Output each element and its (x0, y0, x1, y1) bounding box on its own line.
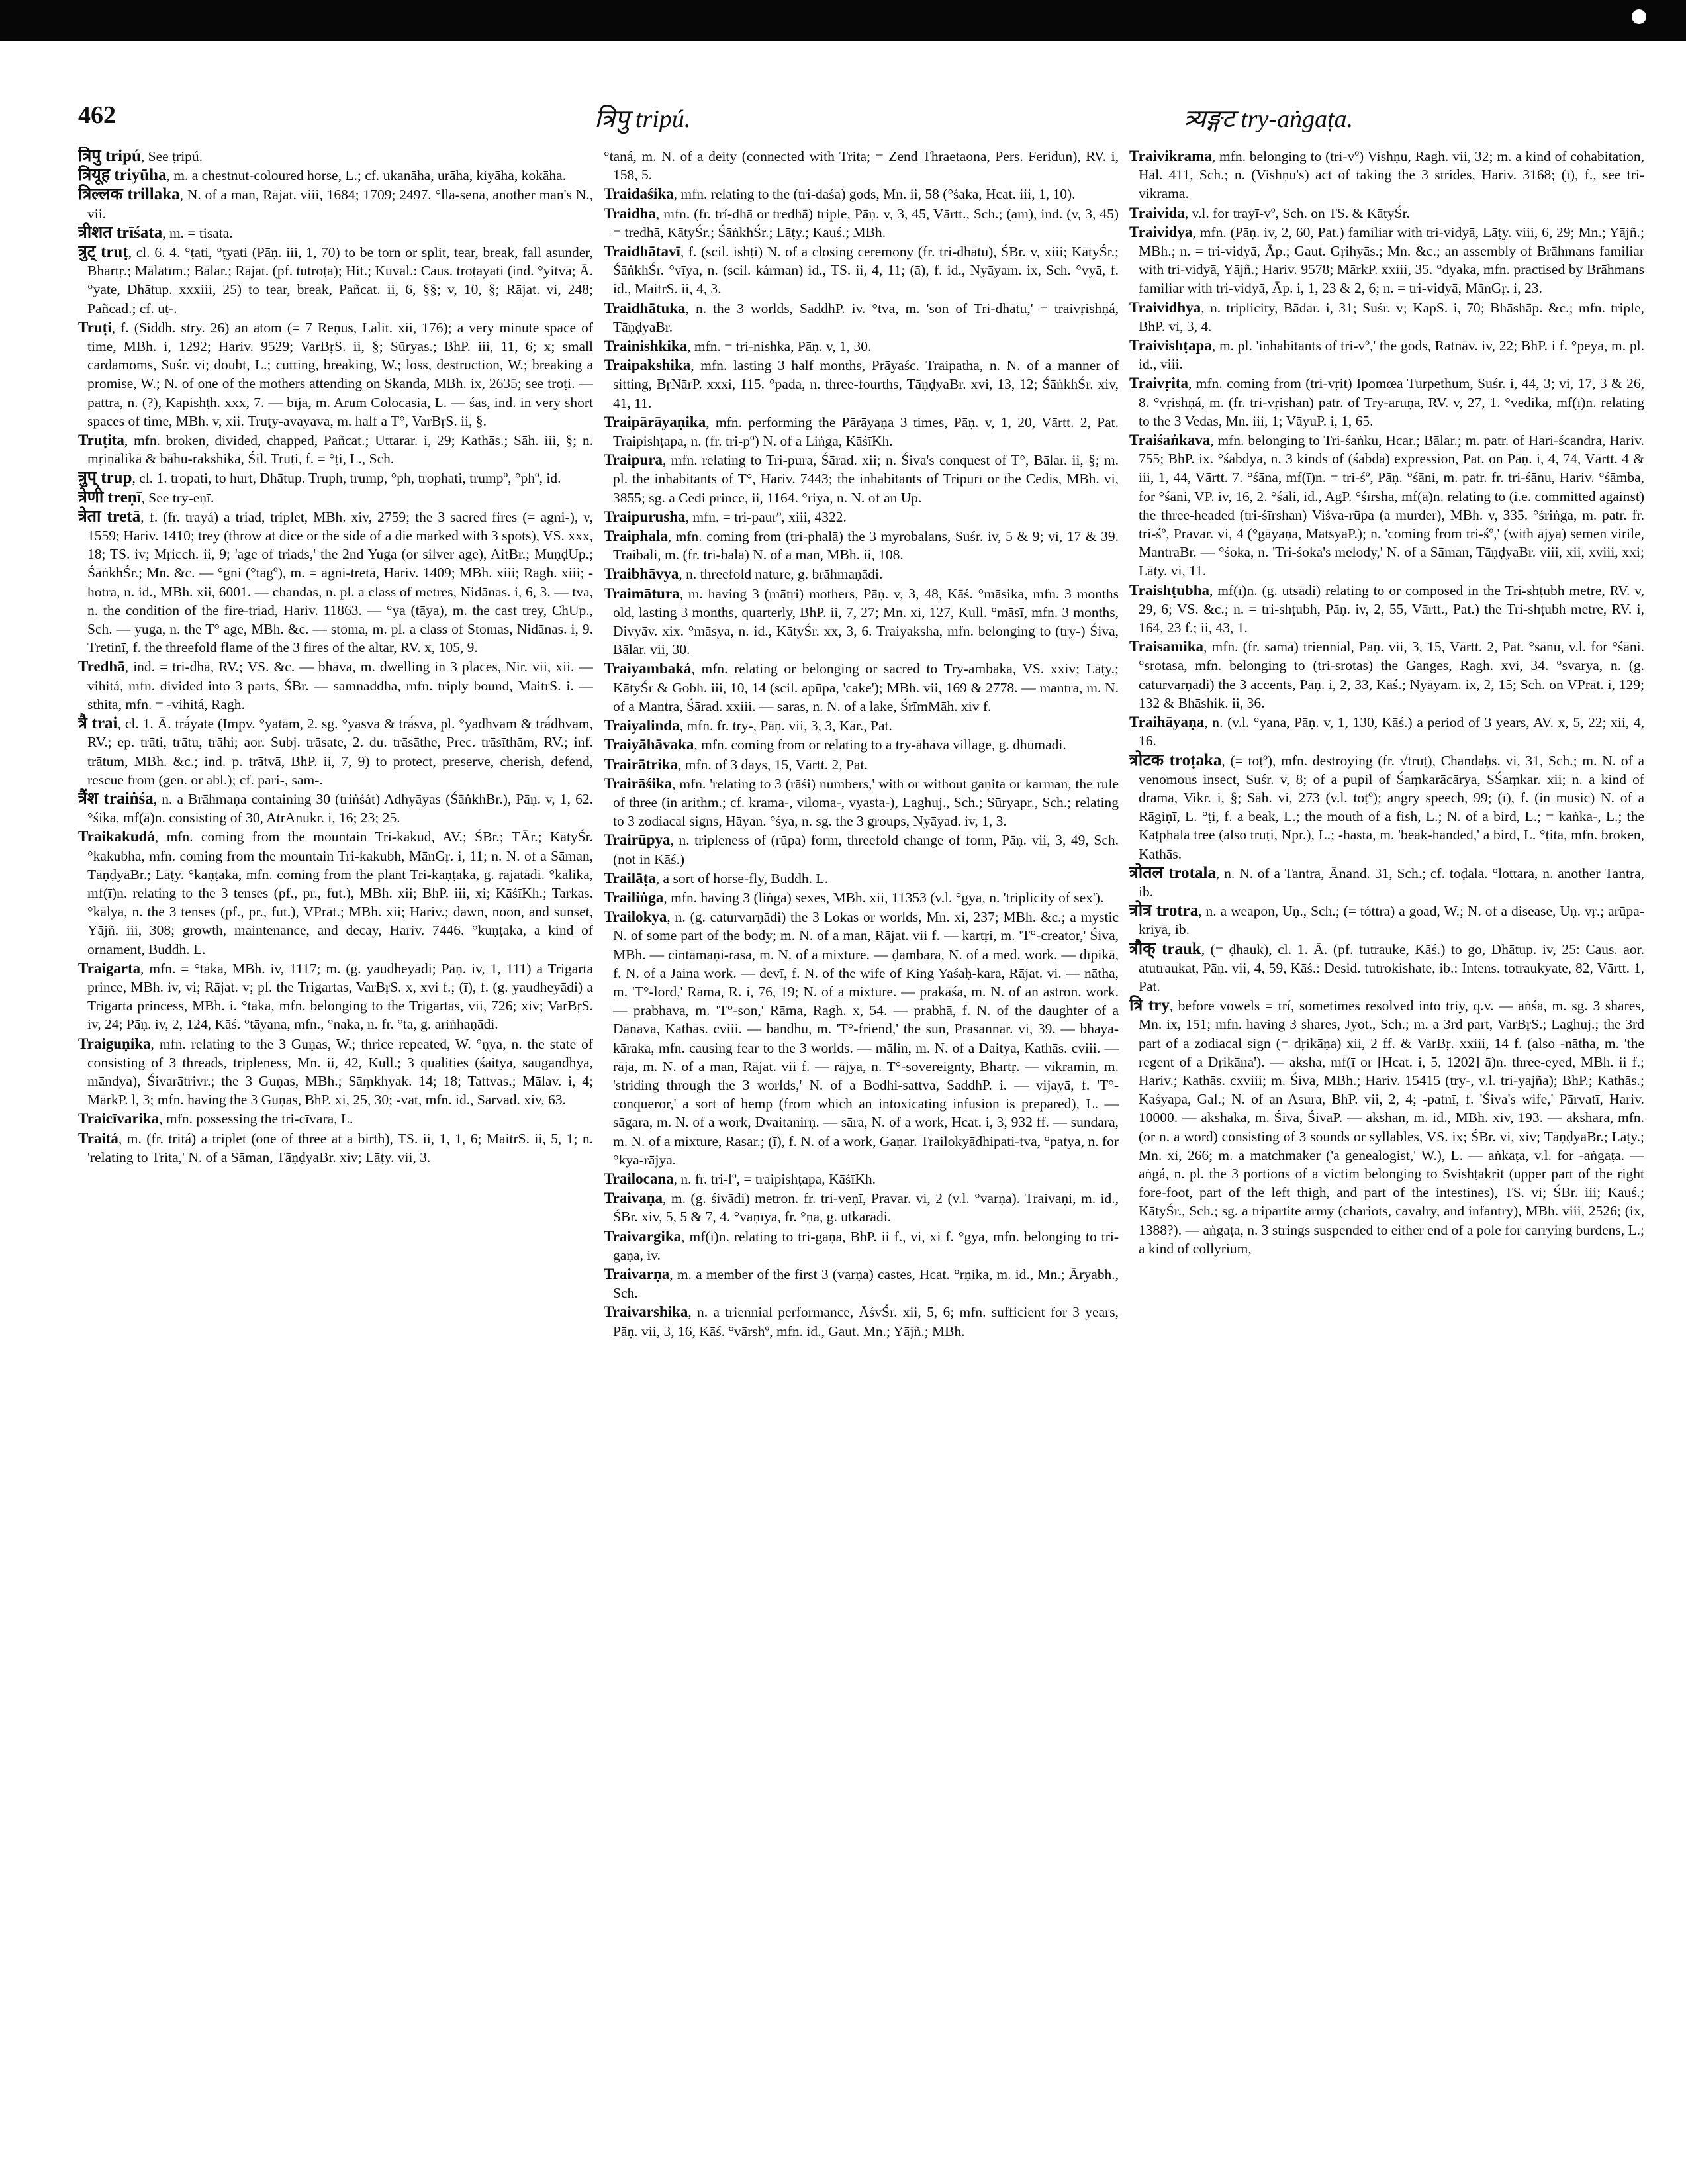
entry-text: mfn. = °taka, MBh. iv, 1117; m. (g. yaudheyādi; Pāṇ. iv, 1, 111) a Trigarta prince, MBh. iv, vi; Rājat. v; pl. the Trigartas, VarBṛS. x, xvi f.; (ī), f. (g. yaudheyādi) a Trigarta princess, MBh. i. °taka, mfn. belonging to the Trigartas, vii, 726; xiv; VarBṛS. iv, 24; Pāṇ. iv, 2, 124, Kāś. °tāyana, mfn., °naka, n. fr. °ta, g. ariṅhaṇādi. (87, 960, 593, 1033)
entry-text: mfn. coming from or relating to a try-āhāva village, g. dhūmādi. (701, 737, 1066, 753)
entry-lemma: त्रिपु tripú (78, 147, 141, 165)
entry-text: f. (fr. trayá) a triad, triplet, MBh. xiv, 2759; the 3 sacred fires (= agni-), v, 1559; Hariv. 1410; trey (throw at dice or the side of a die marked with 3 spots), VS. xxx, 18; TS. iv; Mṛicch. ii, 9; 'age of triads,' the 2nd Yuga (or silver age), AitBr.; MuṇḍUp.; ŚāṅkhŚr.; Mn. &c. — °gni (°tāgº), m. = agni-tretā, Hariv. 1409; MBh. xiii; Ragh. xiii; -hotra, n. id., MBh. xii, 6001. — chandas, n. pl. a class of metres, Nidānas. i, 6, 3. — tva, n. the condition of the fire-triad, Hariv. 11863. — °ya (tāya), m. the cast trey, ChUp., Sch. — yuga, n. the T° age, MBh. &c. — stoma, m. pl. a class of Stomas, Nidānas. i, 9. Tretinī, f. the threefold flame of the 3 fires of the altar, RV. x, 105, 9. (87, 508, 593, 656)
entry-lemma: Traiśaṅkava (1129, 432, 1211, 449)
dictionary-entry: Traiyambaká, mfn. relating or belonging or sacred to Try-ambaka, VS. xxiv; Lāṭy.; KātyŚr & Gobh. iii, 10, 14 (scil. apūpa, 'cake'); MBh. vii, 169 & 2778. — mantra, m. N. of a Mantra, Śārad. xxiii. — saras, n. N. of a lake, ŚrīmMāh. xiv f. (604, 660, 1119, 714)
dictionary-entry: त्रैंश traiṅśa, n. a Brāhmaṇa containing 30 (triṅśát) Adhyāyas (ŚāṅkhBr.), Pāṇ. v, 1, 62. °śika, mf(ā)n. consisting of 30, AtrAnukr. i, 16; 23; 25. (78, 789, 593, 826)
dictionary-entry: Traidaśika, mfn. relating to the (tri-daśa) gods, Mn. ii, 58 (°śaka, Hcat. iii, 1, 10). (604, 185, 1076, 203)
dictionary-entry: Traivṛita, mfn. coming from (tri-vṛit) Ipomœa Turpethum, Suśr. i, 44, 3; vi, 17, 3 & 26, 8. °vṛishṇá, m. (fr. tri-vṛishan) patr. of Try-aruṇa, RV. v, 27, 1. °vedika, mf(ī)n. relating to the 3 Vedas, Mn. iii, 1; VāyuP. i, 1, 65. (1129, 375, 1644, 429)
dictionary-entry: Traibhāvya, n. threefold nature, g. brāhmaṇādi. (604, 565, 883, 583)
dictionary-entry: Traitá, m. (fr. tritá) a triplet (one of three at a birth), TS. ii, 1, 1, 6; MaitrS. ii, 5, 1; n. 'relating to Trita,' N. of a Sāman, TāṇḍyaBr. xiv; Lāṭy. vii, 3. (78, 1129, 593, 1165)
entry-text: mfn. belonging to Tri-śaṅku, Hcar.; Bālar.; m. patr. of Hari-ścandra, Hariv. 755; BhP. ix. °śabdya, n. 3 kinds of (śabda) expression, Pat. on Pāṇ. i, 4, 74, Vārtt. 4 & iii, 1, 44, Vārtt. 7. °śāna, mf(ī)n. = tri-śº, Pāṇ. °śāni, m. patr. fr. tri-śānu, Hariv. °śāmba, for °śāni, VP. iv, 16, 2. °śāli, id., AgP. °śīrsha, mf(ā)n. relating to (i.e. committed against) the three-headed (tri-śīrshan) Viśva-rūpa (a murder), MBh. v, 335. °śriṅga, m. patr. fr. tri-śº, Pravar. vi, 4 (°gāyaṇa, MatsyaP.); n. 'coming from tri-śº,' (with ājya) semen virile, MantraBr. — °śoka, n. 'Tri-śoka's melody,' N. of a Sāman, TāṇḍyaBr. viii, xii, xviii, xxi; Lāṭy. vi, 11. (1139, 432, 1644, 579)
entry-text: mfn. (fr. trí-dhā or tredhā) triple, Pāṇ. v, 3, 45, Vārtt., Sch.; (am), ind. (v, 3, 45) = tredhā, KātyŚr.; ŚāṅkhŚr.; Lāṭy.; Kauś.; MBh. (613, 205, 1119, 240)
entry-lemma: Traidhātavī (604, 243, 680, 260)
entry-text: ind. = tri-dhā, RV.; VS. &c. — bhāva, m. dwelling in 3 places, Nir. vii, xii. — vihitá, mfn. divided into 3 parts, ŚBr. — samnaddha, mfn. triply bound, MaitrS. i. — sthita, mfn. = -vihitá, Ragh. (87, 659, 593, 712)
entry-text: mfn. having 3 (liṅga) sexes, MBh. xii, 11353 (v.l. °gya, n. 'triplicity of sex'). (671, 889, 1104, 906)
entry-lemma: Tredhā (78, 658, 125, 675)
entry-text: n. the 3 worlds, SaddhP. iv. °tva, m. 'son of Tri-dhātu,' = traivṛishṇá, TāṇḍyaBr. (613, 300, 1119, 335)
entry-text: n. a weapon, Uṇ., Sch.; (= tóttra) a goad, W.; N. of a disease, Uṇ. vṛ.; arūpa-kriyā, ib. (1139, 903, 1644, 938)
entry-lemma: त्रैंश traiṅśa (78, 789, 154, 808)
dictionary-entry: Traishṭubha, mf(ī)n. (g. utsādi) relating to or composed in the Tri-shṭubh metre, RV. v, 29, 6; VS. &c.; n. = tri-shṭubh, Pāṇ. iv, 2, 55, Vārtt., Pat.) the Tri-shṭubh metre, RV. i, 164, 23 f.; ii, 43, 1. (1129, 581, 1644, 636)
entry-lemma: Traimātura (604, 585, 680, 602)
dictionary-entry: Traipakshika, mfn. lasting 3 half months, Prāyaśc. Traipatha, n. N. of a manner of sitting, BṛNārP. xxxi, 115. °pada, n. three-fourths, TāṇḍyaBr. xvi, 13, 12; ŚāṅkhŚr. xiv, 41, 11. (604, 357, 1119, 411)
entry-text: n. threefold nature, g. brāhmaṇādi. (686, 566, 883, 583)
entry-lemma: त्रौक् trauk (1129, 939, 1201, 958)
entry-text: mfn. lasting 3 half months, Prāyaśc. Traipatha, n. N. of a manner of sitting, BṛNārP. xxxi, 115. °pada, n. three-fourths, TāṇḍyaBr. xvi, 13, 12; ŚāṅkhŚr. xiv, 41, 11. (613, 357, 1119, 411)
dictionary-entry: Traiphala, mfn. coming from (tri-phalā) the 3 myrobalans, Suśr. iv, 5 & 9; vi, 17 & 39. Traibali, m. (fr. tri-bala) N. of a man, MBh. ii, 108. (604, 528, 1119, 563)
entry-text: mfn. coming from the mountain Tri-kakud, AV.; ŚBr.; TĀr.; KātyŚr. °kakubha, mfn. coming from the mountain Tri-kakubh, MānGṛ. i, 11; n. N. of a Sāman, TāṇḍyaBr.; Lāṭy. °kaṇṭaka, mfn. coming from the plant Tri-kaṇṭaka, g. rajatādi. °kālika, mf(ī)n. relating to the 3 tenses (pf., pr., fut.), MBh. xii; BhP. iii, xi; KāśīKh.; Tarkas. °kālya, n. the 3 tenses (pf., pr., fut.), VPrāt.; MBh. xii; Hariv.; dawn, noon, and sunset, Yājñ. iii, 308; growth, maintenance, and decay, Hariv. 7446. °kuṇṭaka, a kind of ornament, Buddh. L. (87, 829, 593, 957)
entry-lemma: Traipārāyaṇika (604, 413, 706, 430)
dictionary-entry: Traicīvarika, mfn. possessing the tri-cīvara, L. (78, 1110, 353, 1127)
entry-lemma: Traipurusha (604, 508, 686, 525)
dictionary-entry: त्रियूह triyūha, m. a chestnut-coloured horse, L.; cf. ukanāha, urāha, kiyāha, kokāha. (78, 166, 567, 185)
entry-text: mf(ī)n. (g. utsādi) relating to or composed in the Tri-shṭubh metre, RV. v, 29, 6; VS. &c.; n. = tri-shṭubh, Pāṇ. iv, 2, 55, Vārtt., Pat.) the Tri-shṭubh metre, RV. i, 164, 23 f.; ii, 43, 1. (1139, 582, 1644, 636)
entry-text: f. (Siddh. stry. 26) an atom (= 7 Reṇus, Lalit. xii, 176); a very minute space of time, MBh. i, 1292; Hariv. 9529; VarBṛS. ii, §; Sūryas.; BhP. iii, 11, 6; x; small cardamoms, Suśr. vi; doubt, L.; cutting, breaking, W.; loss, destruction, W.; breaking a promise, W.; N. of one of the mothers attending on Skanda, MBh. ix, 2635; see troṭi. — pattra, n. (?), Kapishṭh. xxx, 7. — bīja, m. Arum Colocasia, L. — śas, ind. in very short spaces of time, MBh. v, xii. Truṭy-avayava, m. half a T°, VarBṛS. ii, §. (87, 319, 593, 429)
entry-text: mfn. coming from (tri-phalā) the 3 myrobalans, Suśr. iv, 5 & 9; vi, 17 & 39. Traibali, m. (fr. tri-bala) N. of a man, MBh. ii, 108. (613, 528, 1119, 563)
entry-text: (= toṭº), mfn. destroying (fr. √truṭ), Chandaḥs. vi, 31, Sch.; m. N. of a venomous insect, Suśr. v, 8; of a pupil of Śaṃkarācārya, SŚaṃkar. xii; n. a kind of drama, Vikr. i, §; Sāh. vi, 273 (v.l. toṭº); angry speech, 99; (ī), f. (in music) N. of a Rāgiṇī, L. °ṭi, f. a beak, L.; the mouth of a fish, L.; N. of a bird, L.; = kaṅka-, L.; the Kaṭphala tree (also truṭi, Npr.), L.; -hasta, m. 'beak-handed,' a bird, L. °ṭita, mfn. broken, Kathās. (1139, 752, 1644, 862)
entry-text: n. triplicity, Bādar. i, 31; Suśr. v; KapS. i, 70; Bhāshāp. &c.; mfn. triple, BhP. vi, 3, 4. (1139, 299, 1644, 334)
dictionary-entry: त्रोतल trotala, n. N. of a Tantra, Ānand. 31, Sch.; cf. toḍala. °lottara, n. another Tantra, ib. (1129, 863, 1644, 900)
dictionary-entry: त्रुट् truṭ, cl. 6. 4. °ṭati, °ṭyati (Pāṇ. iii, 1, 70) to be torn or split, tear, break, fall asunder, Bhartṛ.; Mālatīm.; Bālar.; Rājat. (pf. tutroṭa); Hit.; Kuval.: Caus. troṭayati (ind. °yitvā; Ā. °yate, Dhātup. xxxiii, 25) to tear, break, Pañcat. ii, 6, §§; v, 10, §; Rājat. vi, 248; Pañcad.; cf. uṭ-. (78, 243, 593, 316)
entry-lemma: त्रोत्र trotra (1129, 902, 1199, 920)
column-3 (1129, 147, 1644, 2153)
dictionary-entry: Traipārāyaṇika, mfn. performing the Pārāyaṇa 3 times, Pāṇ. v, 1, 20, Vārtt. 2, Pat. Traipishṭapa, n. (fr. tri-pº) N. of a Liṅga, KāśīKh. (604, 413, 1119, 450)
dictionary-entry: Traivida, v.l. for trayī-vº, Sch. on TS. & KātyŚr. (1129, 204, 1410, 221)
dictionary-entry: त्रै trai, cl. 1. Ā. trā́yate (Impv. °yatām, 2. sg. °yasva & trā́sva, pl. °yadhvam & trā́dhvam, RV.; ep. trāti, trātu, trāhi; aor. Subj. trāsate, 2. du. trāsāthe, Prec. trāsīthām, RV.; inf. trātum, MBh. &c.; ind. p. trātvā, BhP. ii, 7, 9) to protect, preserve, cherish, defend, rescue from (gen. or abl.); cf. pari-, sam-. (78, 714, 593, 788)
entry-lemma: Traiyambaká (604, 660, 692, 677)
entry-lemma: Traikakudá (78, 828, 155, 845)
entry-lemma: Trailāṭa (604, 869, 656, 886)
entry-text: mf(ī)n. relating to tri-gaṇa, BhP. ii f., vi, xi f. °gya, mfn. belonging to tri-gaṇa, iv. (613, 1228, 1119, 1263)
entry-text: mfn. fr. try-, Pāṇ. vii, 3, 3, Kār., Pat. (686, 718, 892, 734)
dictionary-entry: त्रेता tretā, f. (fr. trayá) a triad, triplet, MBh. xiv, 2759; the 3 sacred fires (= agni-), v, 1559; Hariv. 1410; trey (throw at dice or the side of a die marked with 3 spots), VS. xxx, 18; TS. iv; Mṛicch. ii, 9; 'age of triads,' the 2nd Yuga (or silver age), AitBr.; MuṇḍUp.; ŚāṅkhŚr.; Mn. &c. — °gni (°tāgº), m. = agni-tretā, Hariv. 1409; MBh. xiii; Ragh. xiii; -hotra, n. id., MBh. xii, 6001. — chandas, n. pl. a class of metres, Nidānas. i, 6, 3. — tva, n. the condition of the fire-triad, Hariv. 11863. — °ya (tāya), m. the cast trey, ChUp., Sch. — yuga, n. the T° age, MBh. &c. — stoma, m. pl. a class of Stomas, Nidānas. i, 9. Tretinī, f. the threefold flame of the 3 fires of the altar, RV. x, 105, 9. (78, 507, 593, 656)
entry-lemma: Traicīvarika (78, 1110, 160, 1127)
entry-lemma: Truṭi (78, 318, 112, 336)
dictionary-entry: Truṭita, mfn. broken, divided, chapped, Pañcat.; Uttarar. i, 29; Kathās.; Sāh. iii, §; n. mṛiṇālikā & bāhu-rakshikā, Śil. Truṭi, f. = °ṭi, L., Sch. (78, 432, 593, 467)
dictionary-entry: Traimātura, m. having 3 (mātṛi) mothers, Pāṇ. v, 3, 48, Kāś. °māsika, mfn. 3 months old, lasting 3 months, quarterly, BhP. ii, 7, 27; Mn. xi, 127, Kull. °māsī, mfn. 3 months, Divyāv. xix. °māsya, n. id., KātyŚr. xx, 3, 6. Traiyaksha, mfn. belonging to (try-) Śiva, Bālar. vii, 30. (604, 585, 1119, 658)
dictionary-entry: त्रि try, before vowels = trí, sometimes resolved into triy, q.v. — aṅśa, m. sg. 3 shares, Mn. ix, 151; mfn. having 3 shares, Jyot., Sch.; m. a 3rd part, VarBṛS.; Laghuj.; the 3rd part of a zodiacal sign (= dṛikāṇa) xii, 2 ff. & VarBṛ. xxiii, 14 f. (also -nātha, m. 'the regent of a Dṛikāṇa'). — aksha, mf(ī or [Hcat. i, 5, 1202] ā)n. three-eyed, MBh. ii f.; Hariv.; Kathās. cxviii; m. Śiva, MBh.; Hariv. 15415 (try-, v.l. tri-yajña); BhP.; Kathās.; Kaśyapa, Gal.; N. of an Asura, BhP. vii, 2, 4; -patnī, f. 'Śiva's wife,' Pārvatī, Hariv. 10000. — akshaka, m. Śiva, ŚivaP. — akshan, m. id., MBh. xiv, 193. — akshara, mfn. (or n. a word) consisting of 3 sounds or syllables, VS. ix; ŚBr. vi, xiv; TāṇḍyaBr.; Lāṭy.; Mn. xi, 266; m. a matchmaker ('a genealogist,' W.), L. — aṅkaṭa, v.l. for -aṅgaṭa. — aṅgá, n. pl. the 3 portions of a victim belonging to Svishṭakṛit (upper part of the right fore-foot, part of the left thigh, and part of the intestines), TS. vi; ŚBr. iii; Kauś.; KātyŚr., Sch.; sg. a tripartite army (chariots, cavalry, and infantry), MBh. viii, 2526; (ix, 1388?). — aṅgaṭa, n. 3 strings suspended to either end of a pole for carrying burdens, L.; a kind of collyrium, (1129, 996, 1644, 1257)
entry-lemma: Traisamika (1129, 638, 1204, 655)
entry-text: m. having 3 (mātṛi) mothers, Pāṇ. v, 3, 48, Kāś. °māsika, mfn. 3 months old, lasting 3 months, quarterly, BhP. ii, 7, 27; Mn. xi, 127, Kull. °māsī, mfn. 3 months, Divyāv. xix. °māsya, n. id., KātyŚr. xx, 3, 6. Traiyaksha, mfn. belonging to (try-) Śiva, Bālar. vii, 30. (613, 585, 1119, 658)
entry-lemma: त्रियूह triyūha (78, 166, 167, 185)
running-headword-right: त्र्यङ्गट try-aṅgaṭa. (1184, 105, 1354, 133)
entry-text: mfn. coming from (tri-vṛit) Ipomœa Turpethum, Suśr. i, 44, 3; vi, 17, 3 & 26, 8. °vṛishṇá, m. (fr. tri-vṛishan) patr. of Try-aruṇa, RV. v, 27, 1. °vedika, mf(ī)n. relating to the 3 Vedas, Mn. iii, 1; VāyuP. i, 1, 65. (1139, 375, 1644, 429)
dictionary-entry: Trailocana, n. fr. tri-lº, = traipishṭapa, KāśīKh. (604, 1170, 876, 1187)
entry-lemma: त्रि try (1129, 996, 1170, 1015)
dictionary-entry: त्रेणी treṇī, See try-eṇī. (78, 488, 214, 506)
entry-text: m. = tisata. (169, 224, 233, 241)
dictionary-entry: Traivikrama, mfn. belonging to (tri-vº) Vishṇu, Ragh. vii, 32; m. a kind of cohabitation, Hāl. 411, Sch.; n. (Vishṇu's) act of taking the 3 strides, Hariv. 3168; (ī), f., see tri-vikrama. (1129, 148, 1644, 202)
entry-lemma: Traitá (78, 1129, 118, 1147)
entry-text: f. (scil. ishṭi) N. of a closing ceremony (fr. tri-dhātu), ŚBr. v, xiii; KātyŚr.; ŚāṅkhŚr. °vīya, n. (scil. kárman) id., TS. ii, 4, 11; (ā), f. id., Nyāyam. ix, Sch. °vyā, f. id., MaitrS. ii, 4, 3. (613, 244, 1119, 297)
dictionary-entry: Traidhātuka, n. the 3 worlds, SaddhP. iv. °tva, m. 'son of Tri-dhātu,' = traivṛishṇá, TāṇḍyaBr. (604, 299, 1119, 335)
entry-text: n. tripleness of (rūpa) form, threefold change of form, Pāṇ. vii, 3, 49, Sch. (not in Kāś.) (613, 832, 1119, 867)
dictionary-entry: Traihāyaṇa, n. (v.l. °yana, Pāṇ. v, 1, 130, Kāś.) a period of 3 years, AV. x, 5, 22; xii, 4, 16. (1129, 714, 1644, 749)
entry-text: n. fr. tri-lº, = traipishṭapa, KāśīKh. (680, 1170, 876, 1187)
entry-lemma: Trairāśika (604, 775, 673, 792)
entry-lemma: Traishṭubha (1129, 581, 1210, 598)
entry-lemma: Traihāyaṇa (1129, 714, 1205, 731)
scan-top-band (0, 0, 1686, 41)
dictionary-entry: Tredhā, ind. = tri-dhā, RV.; VS. &c. — bhāva, m. dwelling in 3 places, Nir. vii, xii. — vihitá, mfn. divided into 3 parts, ŚBr. — samnaddha, mfn. triply bound, MaitrS. i. — sthita, mfn. = -vihitá, Ragh. (78, 658, 593, 712)
dictionary-entry: Traividhya, n. triplicity, Bādar. i, 31; Suśr. v; KapS. i, 70; Bhāshāp. &c.; mfn. triple, BhP. vi, 3, 4. (1129, 299, 1644, 334)
entry-lemma: Traiguṇika (78, 1035, 151, 1052)
entry-text: N. of a man, Rājat. viii, 1684; 1709; 2497. °lla-sena, another man's N., vii. (87, 187, 593, 222)
dictionary-entry: Traidhātavī, f. (scil. ishṭi) N. of a closing ceremony (fr. tri-dhātu), ŚBr. v, xiii; KātyŚr.; ŚāṅkhŚr. °vīya, n. (scil. kárman) id., TS. ii, 4, 11; (ā), f. id., Nyāyam. ix, Sch. °vyā, f. id., MaitrS. ii, 4, 3. (604, 243, 1119, 297)
entry-text: See try-eṇī. (148, 489, 214, 506)
entry-text: v.l. for trayī-vº, Sch. on TS. & KātyŚr. (1192, 205, 1410, 221)
entry-lemma: Traibhāvya (604, 565, 679, 583)
dictionary-entry: त्रिल्लक trillaka, N. of a man, Rājat. viii, 1684; 1709; 2497. °lla-sena, another man's N., vii. (78, 185, 593, 222)
entry-lemma: Traivida (1129, 204, 1185, 221)
dictionary-entry (604, 147, 1119, 184)
dictionary-entry: त्रिपु tripú, See ṭripú. (78, 147, 203, 165)
dictionary-entry: त्रीशत trīśata, m. = tisata. (78, 223, 233, 242)
entry-lemma: त्रुप् trup (78, 469, 132, 487)
entry-lemma: Traigarta (78, 959, 141, 976)
entry-lemma: Traividhya (1129, 299, 1201, 316)
dictionary-entry: Trairātrika, mfn. of 3 days, 15, Vārtt. 2, Pat. (604, 755, 868, 773)
entry-text: cl. 1. tropati, to hurt, Dhātup. Truph, trump, °ph, trophati, trumpº, °phº, id. (139, 470, 561, 487)
dictionary-entry: Traiguṇika, mfn. relating to the 3 Guṇas, W.; thrice repeated, W. °ṇya, n. the state of consisting of 3 threads, tripleness, Mn. ii, 42, Kull.; 3 qualities (śaitya, saugandhya, māndya), Śivarātrivr.; the 3 Guṇas, MBh.; Sāṃkhyak. 14; 18; Tattvas.; Mālav. i, 4; MārkP. l, 3; mfn. having the 3 Guṇas, BhP. xi, 25, 30; -vat, mfn. id., Sarvad. xiv, 63. (78, 1035, 593, 1108)
dictionary-entry: Traivargika, mf(ī)n. relating to tri-gaṇa, BhP. ii f., vi, xi f. °gya, mfn. belonging to tri-gaṇa, iv. (604, 1227, 1119, 1263)
dictionary-entry: Traikakudá, mfn. coming from the mountain Tri-kakud, AV.; ŚBr.; TĀr.; KātyŚr. °kakubha, mfn. coming from the mountain Tri-kakubh, MānGṛ. i, 11; n. N. of a Sāman, TāṇḍyaBr.; Lāṭy. °kaṇṭaka, mfn. coming from the plant Tri-kaṇṭaka, g. rajatādi. °kālika, mf(ī)n. relating to the 3 tenses (pf., pr., fut.), MBh. xii; BhP. iii, xi; KāśīKh.; Tarkas. °kālya, n. the 3 tenses (pf., pr., fut.), VPrāt.; MBh. xii; Hariv.; dawn, noon, and sunset, Yājñ. iii, 308; growth, maintenance, and decay, Hariv. 7446. °kuṇṭaka, a kind of ornament, Buddh. L. (78, 828, 593, 957)
dictionary-entry: Traivishṭapa, m. pl. 'inhabitants of tri-vº,' the gods, Ratnāv. iv, 22; BhP. i f. °peya, m. pl. id., viii. (1129, 337, 1644, 373)
entry-text: mfn. (fr. samā) triennial, Pāṇ. vii, 3, 15, Vārtt. 2, Pat. °sānu, v.l. for °śāni. °srotasa, mfn. belonging to (tri-srotas) the Ganges, Ragh. xvi, 34. °svarya, n. (g. caturvarṇādi) the 3 accents, Pāṇ. i, 2, 33, Kāś.; Nyāyam. ix, 2, 15; Sch. on VPrāt. i, 129; 132 & Bhāshik. ii, 36. (1139, 639, 1644, 711)
page-number: 462 (78, 101, 116, 129)
entry-text: °taná, m. N. of a deity (connected with Trita; = Zend Thraetaona, Pers. Feridun), RV. i, 158, 5. (604, 148, 1119, 183)
entry-lemma: त्रीशत trīśata (78, 223, 163, 242)
dictionary-entry: Trailāṭa, a sort of horse-fly, Buddh. L. (604, 869, 828, 886)
entry-lemma: Traidha (604, 205, 656, 222)
entry-lemma: Traiyāhāvaka (604, 736, 694, 753)
entry-lemma: Traivarshika (604, 1304, 688, 1321)
dictionary-entry: Trairūpya, n. tripleness of (rūpa) form, threefold change of form, Pāṇ. vii, 3, 49, Sch. (not in Kāś.) (604, 831, 1119, 867)
dictionary-entry: Trailiṅga, mfn. having 3 (liṅga) sexes, MBh. xii, 11353 (v.l. °gya, n. 'triplicity of sex'). (604, 888, 1104, 906)
entry-lemma: Traividya (1129, 223, 1193, 240)
entry-lemma: Traidaśika (604, 185, 674, 203)
entry-lemma: त्रै trai (78, 714, 118, 733)
column-1 (78, 147, 593, 2153)
entry-text: mfn. = tri-paurº, xiii, 4322. (692, 508, 847, 525)
entry-text: mfn. possessing the tri-cīvara, L. (165, 1111, 353, 1127)
entry-lemma: Traipakshika (604, 357, 691, 374)
entry-text: mfn. = tri-nishka, Pāṇ. v, 1, 30. (694, 338, 872, 355)
entry-text: (= ḍhauk), cl. 1. Ā. (pf. tutrauke, Kāś.) to go, Dhātup. iv, 25: Caus. aor. atutraukat, Pāṇ. vii, 4, 59, Kāś.: Desid. tutrokishate, ib.: Intens. totraukyate, 82, Vārtt. 1, Pat. (1139, 941, 1644, 994)
entry-lemma: त्रेणी treṇī (78, 488, 142, 506)
dictionary-entry: त्रोत्र trotra, n. a weapon, Uṇ., Sch.; (= tóttra) a goad, W.; N. of a disease, Uṇ. vṛ.; arūpa-kriyā, ib. (1129, 902, 1644, 938)
column-2 (604, 147, 1119, 2153)
dictionary-entry: Truṭi, f. (Siddh. stry. 26) an atom (= 7 Reṇus, Lalit. xii, 176); a very minute space of time, MBh. i, 1292; Hariv. 9529; VarBṛS. ii, §; Sūryas.; BhP. iii, 11, 6; x; small cardamoms, Suśr. vi; doubt, L.; cutting, breaking, W.; loss, destruction, W.; breaking a promise, W.; N. of one of the mothers attending on Skanda, MBh. ix, 2635; see troṭi. — pattra, n. (?), Kapishṭh. xxx, 7. — bīja, m. Arum Colocasia, L. — śas, ind. in very short spaces of time, MBh. v, xii. Truṭy-avayava, m. half a T°, VarBṛS. ii, §. (78, 318, 593, 429)
entry-lemma: Traivṛita (1129, 375, 1188, 392)
entry-text: mfn. of 3 days, 15, Vārtt. 2, Pat. (684, 756, 868, 773)
entry-text: before vowels = trí, sometimes resolved into triy, q.v. — aṅśa, m. sg. 3 shares, Mn. ix, 151; mfn. having 3 shares, Jyot., Sch.; m. a 3rd part, VarBṛS.; Laghuj.; the 3rd part of a zodiacal sign (= dṛikāṇa) xii, 2 ff. & VarBṛ. xxiii, 14 f. (also -nātha, m. 'the regent of a Dṛikāṇa'). — aksha, mf(ī or [Hcat. i, 5, 1202] ā)n. three-eyed, MBh. ii f.; Hariv.; Kathās. cxviii; m. Śiva, MBh.; Hariv. 15415 (try-, v.l. tri-yajña); BhP.; Kathās.; Kaśyapa, Gal.; N. of an Asura, BhP. vii, 2, 4; -patnī, f. 'Śiva's wife,' Pārvatī, Hariv. 10000. — akshaka, m. Śiva, ŚivaP. — akshan, m. id., MBh. xiv, 193. — akshara, mfn. (or n. a word) consisting of 3 sounds or syllables, VS. ix; ŚBr. vi, xiv; TāṇḍyaBr.; Lāṭy.; Mn. xi, 266; m. a matchmaker ('a genealogist,' W.), L. — aṅkaṭa, v.l. for -aṅgaṭa. — aṅgá, n. pl. the 3 portions of a victim belonging to Svishṭakṛit (upper part of the right fore-foot, part of the left thigh, and part of the intestines), TS. vi; ŚBr. iii; Kauś.; KātyŚr., Sch.; sg. a tripartite army (chariots, cavalry, and infantry), MBh. viii, 2526; (ix, 1388?). — aṅgaṭa, n. 3 strings suspended to either end of a pole for carrying burdens, L.; a kind of collyrium, (1139, 998, 1644, 1257)
entry-text: n. (v.l. °yana, Pāṇ. v, 1, 130, Kāś.) a period of 3 years, AV. x, 5, 22; xii, 4, 16. (1139, 714, 1644, 749)
entry-text: m. (fr. tritá) a triplet (one of three at a birth), TS. ii, 1, 1, 6; MaitrS. ii, 5, 1; n. 'relating to Trita,' N. of a Sāman, TāṇḍyaBr. xiv; Lāṭy. vii, 3. (87, 1130, 593, 1165)
dictionary-entry: त्रुप् trup, cl. 1. tropati, to hurt, Dhātup. Truph, trump, °ph, trophati, trumpº, °phº, id. (78, 469, 561, 487)
entry-lemma: Trairātrika (604, 755, 678, 773)
dictionary-entry: त्रौक् trauk, (= ḍhauk), cl. 1. Ā. (pf. tutrauke, Kāś.) to go, Dhātup. iv, 25: Caus. aor. atutraukat, Pāṇ. vii, 4, 59, Kāś.: Desid. tutrokishate, ib.: Intens. totraukyate, 82, Vārtt. 1, Pat. (1129, 939, 1644, 994)
scan-notch (1632, 9, 1646, 24)
entry-lemma: त्रोटक troṭaka (1129, 751, 1222, 769)
dictionary-entry: Traipurusha, mfn. = tri-paurº, xiii, 4322. (604, 508, 847, 525)
entry-lemma: त्रुट् truṭ (78, 243, 128, 261)
entry-text: mfn. relating to the (tri-daśa) gods, Mn. ii, 58 (°śaka, Hcat. iii, 1, 10). (680, 186, 1076, 203)
entry-lemma: Trairūpya (604, 831, 671, 849)
entry-text: mfn. broken, divided, chapped, Pañcat.; Uttarar. i, 29; Kathās.; Sāh. iii, §; n. mṛiṇālikā & bāhu-rakshikā, Śil. Truṭi, f. = °ṭi, L., Sch. (87, 432, 593, 467)
entry-lemma: त्रेता tretā (78, 507, 141, 526)
entry-text: m. (g. śivādi) metron. fr. tri-veṇī, Pravar. vi, 2 (v.l. °varṇa). Traivaṇi, m. id., ŚBr. xiv, 5, 5 & 7, 4. °vaṇīya, fr. °ṇa, g. utkarādi. (613, 1190, 1119, 1225)
dictionary-entry: Traivarshika, n. a triennial performance, ĀśvŚr. xii, 5, 6; mfn. sufficient for 3 years, Pāṇ. vii, 3, 16, Kāś. °vārshº, mfn. id., Gaut. Mn.; Yājñ.; MBh. (604, 1304, 1119, 1339)
entry-text: mfn. relating to Tri-pura, Śārad. xii; n. Śiva's conquest of T°, Bālar. ii, §; m. pl. the inhabitants of T°, Hariv. 7443; the inhabitants of Tripurī or the Cedis, MBh. vi, 3855; sg. a Cedi prince, ii, 1164. °riya, n. N. of an Up. (613, 452, 1119, 506)
dictionary-entry: Trainishkika, mfn. = tri-nishka, Pāṇ. v, 1, 30. (604, 338, 872, 355)
entry-lemma: Truṭita (78, 432, 124, 449)
dictionary-entry: Traisamika, mfn. (fr. samā) triennial, Pāṇ. vii, 3, 15, Vārtt. 2, Pat. °sānu, v.l. for °śāni. °srotasa, mfn. belonging to (tri-srotas) the Ganges, Ragh. xvi, 34. °svarya, n. (g. caturvarṇādi) the 3 accents, Pāṇ. i, 2, 33, Kāś.; Nyāyam. ix, 2, 15; Sch. on VPrāt. i, 129; 132 & Bhāshik. ii, 36. (1129, 638, 1644, 711)
dictionary-entry: Traiśaṅkava, mfn. belonging to Tri-śaṅku, Hcar.; Bālar.; m. patr. of Hari-ścandra, Hariv. 755; BhP. ix. °śabdya, n. 3 kinds of (śabda) expression, Pat. on Pāṇ. i, 4, 74, Vārtt. 4 & iii, 1, 44, Vārtt. 7. °śāna, mf(ī)n. = tri-śº, Pāṇ. °śāni, m. patr. fr. tri-śānu, Hariv. °śāmba, for °śāni, VP. iv, 16, 2. °śāli, id., AgP. °śīrsha, mf(ā)n. relating to (i.e. committed against) the three-headed (tri-śīrshan) Viśva-rūpa (a murder), MBh. v, 335. °śriṅga, m. patr. fr. tri-śº, Pravar. vi, 4 (°gāyaṇa, MatsyaP.); n. 'coming from tri-śº,' (with ājya) semen virile, MantraBr. — °śoka, n. 'Tri-śoka's melody,' N. of a Sāman, TāṇḍyaBr. viii, xii, xviii, xxi; Lāṭy. vi, 11. (1129, 432, 1644, 579)
entry-text: n. (g. caturvarṇādi) the 3 Lokas or worlds, Mn. xi, 237; MBh. &c.; a mystic N. of some part of the body; m. N. of a man, Rājat. vii f. — kartṛi, m. 'T°-creator,' Śiva, MBh. — cintāmaṇi-rasa, m. N. of a mixture. — ḍambara, N. of a med. work. — dīpikā, f. N. of a Jaina work. — devī, f. N. of the wife of King Yaśaḥ-kara, Rājat. vi. — nātha, m. 'T°-lord,' Rāma, R. i, 76, 19; N. of a mixture. — prakāśa, m. N. of an astron. work. — prabhava, m. 'T°-son,' Rāma, Ragh. x, 54. — prabhā, f. N. of the daughter of a Dānava, Kathās. cviii. — bandhu, m. 'T°-friend,' the sun, Prasannar. vi, 39. — bhaya-kāraka, mfn. causing fear to the 3 worlds. — mālin, m. N. of a Daitya, Kathās. cviii. — rāja, m. N. of a man, Rājat. vii f. — rājya, n. T°-sovereignty, Bhartṛ. — vikramin, m. 'striding through the 3 worlds,' N. of a Bodhi-sattva, SaddhP. i. — vijayā, f. 'T°-conqueror,' a sort of hemp (from which an intoxicating infusion is prepared), L. — sāgara, m. N. of a work, Dvaitanirṇ. — sāra, N. of a work, Hcat. i, 3, 932 ff. — sundara, m. N. of a mixture, Rasar.; (ī), f. N. of a work, Gaṇar. Trailokyādhipati-tva, °patya, n. for °kya-rājya. (613, 909, 1119, 1168)
dictionary-entry: Traivarṇa, m. a member of the first 3 (varṇa) castes, Hcat. °rṇika, m. id., Mn.; Āryabh., Sch. (604, 1265, 1119, 1302)
entry-lemma: Traivargika (604, 1227, 682, 1245)
dictionary-entry: Traiyāhāvaka, mfn. coming from or relating to a try-āhāva village, g. dhūmādi. (604, 736, 1066, 753)
entry-text: m. a chestnut-coloured horse, L.; cf. ukanāha, urāha, kiyāha, kokāha. (173, 167, 567, 184)
entry-text: m. pl. 'inhabitants of tri-vº,' the gods, Ratnāv. iv, 22; BhP. i f. °peya, m. pl. id., viii. (1139, 338, 1644, 373)
running-headword-left: त्रिपु tripú. (594, 105, 691, 133)
entry-text: mfn. relating or belonging or sacred to Try-ambaka, VS. xxiv; Lāṭy.; KātyŚr & Gobh. iii, 10, 14 (scil. apūpa, 'cake'); MBh. vii, 169 & 2778. — mantra, m. N. of a Mantra, Śārad. xxiii. — saras, n. N. of a lake, ŚrīmMāh. xiv f. (613, 661, 1119, 714)
dictionary-entry: त्रोटक troṭaka, (= toṭº), mfn. destroying (fr. √truṭ), Chandaḥs. vi, 31, Sch.; m. N. of a venomous insect, Suśr. v, 8; of a pupil of Śaṃkarācārya, SŚaṃkar. xii; n. a kind of drama, Vikr. i, §; Sāh. vi, 273 (v.l. toṭº); angry speech, 99; (ī), f. (in music) N. of a Rāgiṇī, L. °ṭi, f. a beak, L.; the mouth of a fish, L.; N. of a bird, L.; = kaṅka-, L.; the Kaṭphala tree (also truṭi, Npr.), L.; -hasta, m. 'beak-handed,' a bird, L. °ṭita, mfn. broken, Kathās. (1129, 751, 1644, 862)
entry-lemma: Traipura (604, 451, 663, 469)
entry-lemma: Traiyalinda (604, 717, 680, 734)
dictionary-entry: Traivaṇa, m. (g. śivādi) metron. fr. tri-veṇī, Pravar. vi, 2 (v.l. °varṇa). Traivaṇi, m. id., ŚBr. xiv, 5, 5 & 7, 4. °vaṇīya, fr. °ṇa, g. utkarādi. (604, 1190, 1119, 1225)
entry-text: n. a triennial performance, ĀśvŚr. xii, 5, 6; mfn. sufficient for 3 years, Pāṇ. vii, 3, 16, Kāś. °vārshº, mfn. id., Gaut. Mn.; Yājñ.; MBh. (613, 1304, 1119, 1339)
entry-text: cl. 1. Ā. trā́yate (Impv. °yatām, 2. sg. °yasva & trā́sva, pl. °yadhvam & trā́dhvam, RV.; ep. trāti, trātu, trāhi; aor. Subj. trāsate, 2. du. trāsāthe, Prec. trāsīthām, RV.; inf. trātum, MBh. &c.; ind. p. trātvā, BhP. ii, 7, 9) to protect, preserve, cherish, defend, rescue from (gen. or abl.); cf. pari-, sam-. (87, 716, 593, 788)
dictionary-entry: Traividya, mfn. (Pāṇ. iv, 2, 60, Pat.) familiar with tri-vidyā, Lāṭy. viii, 6, 29; Mn.; Yājñ.; MBh.; n. = tri-vidyā, Āp.; Gaut. Gṛihyās.; Mn. &c.; an assembly of Brāhmans familiar with tri-vidyā, Yājñ.; Hariv. 9578; MārkP. xxiii, 35. °dyaka, mfn. practised by Brāhmans familiar with tri-vidyā, Āp. i, 1, 23 & 2, 6; n. = tri-vidyā, MānGṛ. i, 23. (1129, 223, 1644, 297)
entry-lemma: Trainishkika (604, 338, 688, 355)
entry-text: mfn. performing the Pārāyaṇa 3 times, Pāṇ. v, 1, 20, Vārtt. 2, Pat. Traipishṭapa, n. (fr. tri-pº) N. of a Liṅga, KāśīKh. (613, 414, 1119, 450)
entry-text: n. N. of a Tantra, Ānand. 31, Sch.; cf. toḍala. °lottara, n. another Tantra, ib. (1139, 865, 1644, 900)
entry-lemma: Traidhātuka (604, 299, 686, 316)
entry-lemma: Traiphala (604, 528, 668, 545)
entry-text: mfn. (Pāṇ. iv, 2, 60, Pat.) familiar with tri-vidyā, Lāṭy. viii, 6, 29; Mn.; Yājñ.; MBh.; n. = tri-vidyā, Āp.; Gaut. Gṛihyās.; Mn. &c.; an assembly of Brāhmans familiar with tri-vidyā, Yājñ.; Hariv. 9578; MārkP. xxiii, 35. °dyaka, mfn. practised by Brāhmans familiar with tri-vidyā, Āp. i, 1, 23 & 2, 6; n. = tri-vidyā, MānGṛ. i, 23. (1139, 224, 1644, 297)
entry-lemma: Traivarṇa (604, 1265, 670, 1282)
entry-text: See ṭripú. (148, 148, 203, 164)
entry-text: mfn. 'relating to 3 (rāśi) numbers,' with or without gaṇita or karman, the rule of three (in arithm.; cf. krama-, viloma-, vyasta-), Laghuj., Sch.; Sūryapr., Sch.; relating to 3 zodiacal signs, Hāyan. °śya, n. sg. the 3 groups, Nyāyad. iv, 1, 3. (613, 775, 1119, 830)
entry-text: n. a Brāhmaṇa containing 30 (triṅśát) Adhyāyas (ŚāṅkhBr.), Pāṇ. v, 1, 62. °śika, mf(ā)n. consisting of 30, AtrAnukr. i, 16; 23; 25. (87, 790, 593, 826)
entry-text: mfn. belonging to (tri-vº) Vishṇu, Ragh. vii, 32; m. a kind of cohabitation, Hāl. 411, Sch.; n. (Vishṇu's) act of taking the 3 strides, Hariv. 3168; (ī), f., see tri-vikrama. (1139, 148, 1644, 202)
entry-lemma: Trailocana (604, 1170, 674, 1187)
dictionary-entry: Traipura, mfn. relating to Tri-pura, Śārad. xii; n. Śiva's conquest of T°, Bālar. ii, §; m. pl. the inhabitants of T°, Hariv. 7443; the inhabitants of Tripurī or the Cedis, MBh. vi, 3855; sg. a Cedi prince, ii, 1164. °riya, n. N. of an Up. (604, 451, 1119, 506)
entry-lemma: Trailokya (604, 908, 667, 926)
entry-text: a sort of horse-fly, Buddh. L. (663, 870, 828, 886)
dictionary-entry: Traiyalinda, mfn. fr. try-, Pāṇ. vii, 3, 3, Kār., Pat. (604, 717, 892, 734)
dictionary-entry: Traigarta, mfn. = °taka, MBh. iv, 1117; m. (g. yaudheyādi; Pāṇ. iv, 1, 111) a Trigarta prince, MBh. iv, vi; Rājat. v; pl. the Trigartas, VarBṛS. x, xvi f.; (ī), f. (g. yaudheyādi) a Trigarta princess, MBh. i. °taka, mfn. belonging to the Trigartas, vii, 726; xiv; VarBṛS. iv, 24; Pāṇ. iv, 2, 124, Kāś. °tāyana, mfn., °naka, n. fr. °ta, g. ariṅhaṇādi. (78, 959, 593, 1033)
entry-lemma: Trailiṅga (604, 888, 664, 906)
entry-lemma: Traivishṭapa (1129, 337, 1212, 354)
entry-lemma: त्रोतल trotala (1129, 863, 1216, 882)
entry-text: m. a member of the first 3 (varṇa) castes, Hcat. °rṇika, m. id., Mn.; Āryabh., Sch. (613, 1266, 1119, 1302)
entry-text: cl. 6. 4. °ṭati, °ṭyati (Pāṇ. iii, 1, 70) to be torn or split, tear, break, fall asunder, Bhartṛ.; Mālatīm.; Bālar.; Rājat. (pf. tutroṭa); Hit.; Kuval.: Caus. troṭayati (ind. °yitvā; Ā. °yate, Dhātup. xxxiii, 25) to tear, break, Pañcat. ii, 6, §§; v, 10, §; Rājat. vi, 248; Pañcad.; cf. uṭ-. (87, 244, 593, 316)
entry-text: mfn. relating to the 3 Guṇas, W.; thrice repeated, W. °ṇya, n. the state of consisting of 3 threads, tripleness, Mn. ii, 42, Kull.; 3 qualities (śaitya, saugandhya, māndya), Śivarātrivr.; the 3 Guṇas, MBh.; Sāṃkhyak. 14; 18; Tattvas.; Mālav. i, 4; MārkP. l, 3; mfn. having the 3 Guṇas, BhP. xi, 25, 30; -vat, mfn. id., Sarvad. xiv, 63. (87, 1035, 593, 1108)
entry-lemma: Traivikrama (1129, 148, 1212, 164)
entry-lemma: त्रिल्लक trillaka (78, 185, 180, 204)
dictionary-entry: Traidha, mfn. (fr. trí-dhā or tredhā) triple, Pāṇ. v, 3, 45, Vārtt., Sch.; (am), ind. (v, 3, 45) = tredhā, KātyŚr.; ŚāṅkhŚr.; Lāṭy.; Kauś.; MBh. (604, 205, 1119, 240)
dictionary-entry: Trairāśika, mfn. 'relating to 3 (rāśi) numbers,' with or without gaṇita or karman, the rule of three (in arithm.; cf. krama-, viloma-, vyasta-), Laghuj., Sch.; Sūryapr., Sch.; relating to 3 zodiacal signs, Hāyan. °śya, n. sg. the 3 groups, Nyāyad. iv, 1, 3. (604, 775, 1119, 830)
page-header (78, 101, 1614, 140)
entry-lemma: Traivaṇa (604, 1190, 663, 1207)
dictionary-entry: Trailokya, n. (g. caturvarṇādi) the 3 Lokas or worlds, Mn. xi, 237; MBh. &c.; a mystic N. of some part of the body; m. N. of a man, Rājat. vii f. — kartṛi, m. 'T°-creator,' Śiva, MBh. — cintāmaṇi-rasa, m. N. of a mixture. — ḍambara, N. of a med. work. — dīpikā, f. N. of a Jaina work. — devī, f. N. of the wife of King Yaśaḥ-kara, Rājat. vi. — nātha, m. 'T°-lord,' Rāma, R. i, 76, 19; N. of a mixture. — prakāśa, m. N. of an astron. work. — prabhava, m. 'T°-son,' Rāma, Ragh. x, 54. — prabhā, f. N. of the daughter of a Dānava, Kathās. cviii. — bandhu, m. 'T°-friend,' the sun, Prasannar. vi, 39. — bhaya-kāraka, mfn. causing fear to the 3 worlds. — mālin, m. N. of a Daitya, Kathās. cviii. — rāja, m. N. of a man, Rājat. vii f. — rājya, n. T°-sovereignty, Bhartṛ. — vikramin, m. 'striding through the 3 worlds,' N. of a Bodhi-sattva, SaddhP. i. — vijayā, f. 'T°-conqueror,' a sort of hemp (from which an intoxicating infusion is prepared), L. — sāgara, m. N. of a work, Dvaitanirṇ. — sāra, N. of a work, Hcat. i, 3, 932 ff. — sundara, m. N. of a mixture, Rasar.; (ī), f. N. of a work, Gaṇar. Trailokyādhipati-tva, °patya, n. for °kya-rājya. (604, 908, 1119, 1168)
